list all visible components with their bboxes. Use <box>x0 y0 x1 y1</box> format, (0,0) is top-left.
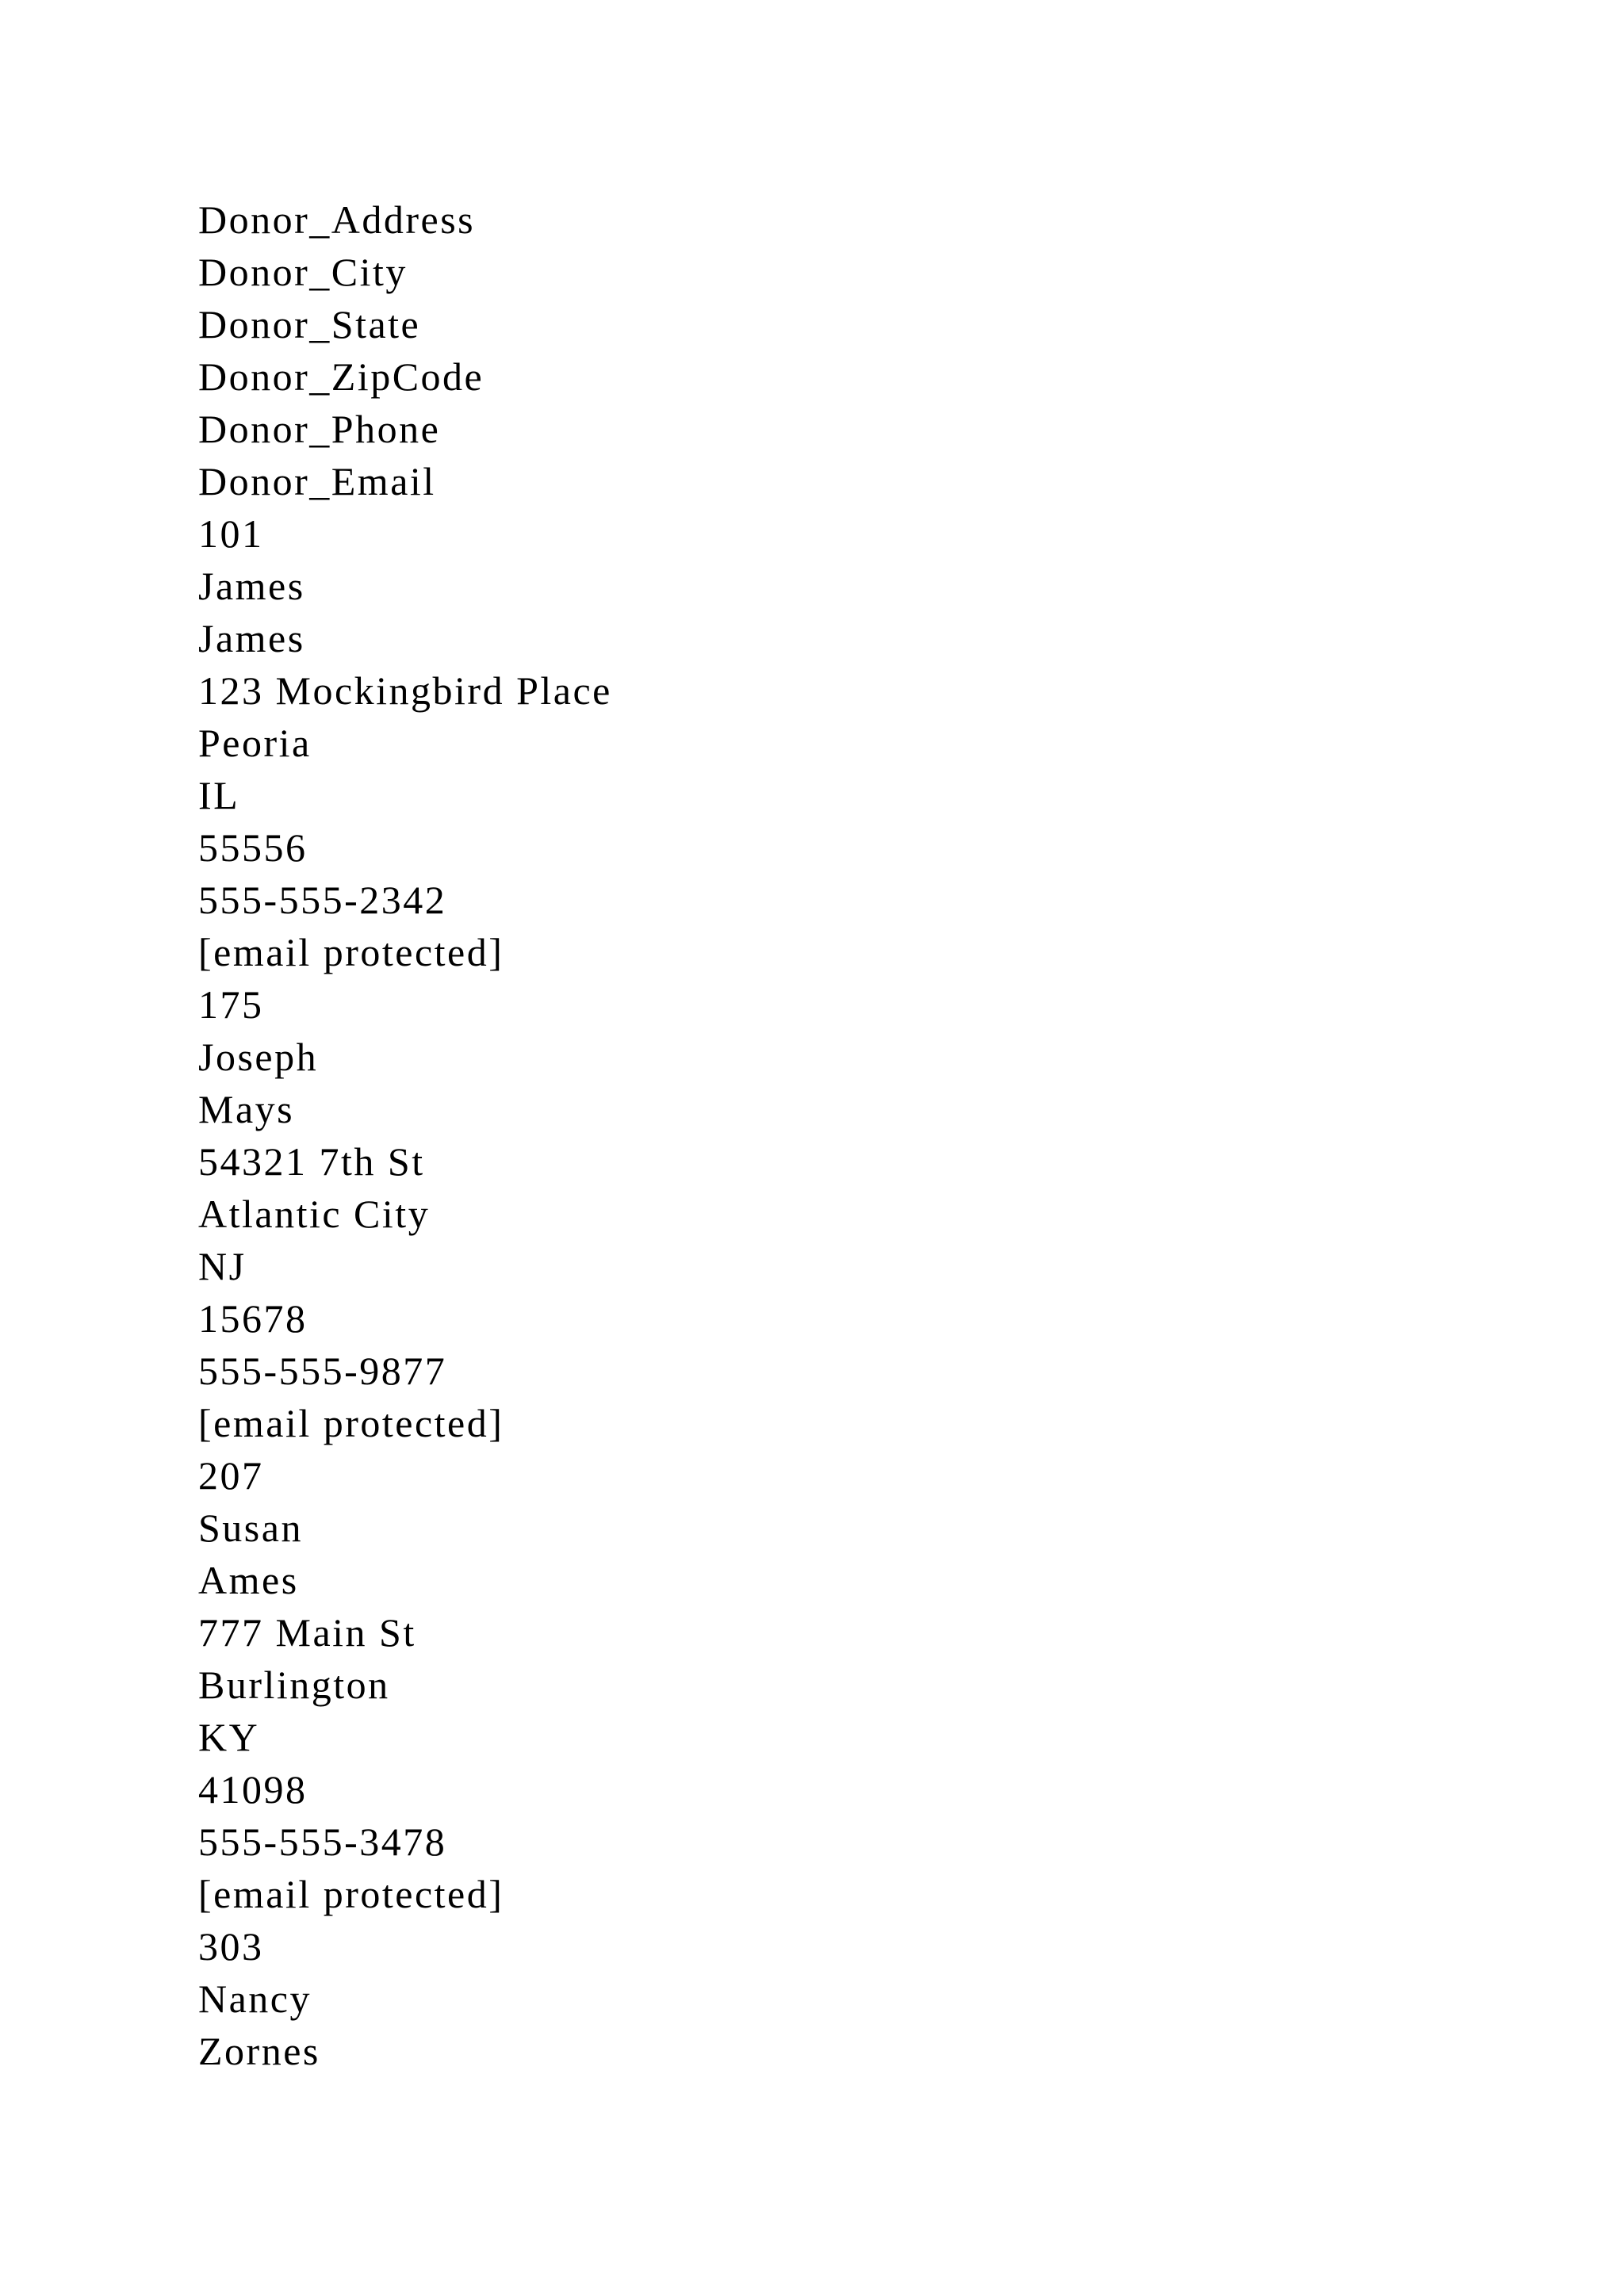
text-line: 777 Main St <box>198 1610 416 1655</box>
text-line: Donor_Address <box>198 197 476 242</box>
text-line: 303 <box>198 1924 264 1969</box>
text-line: [email protected] <box>198 1872 504 1916</box>
text-line: 15678 <box>198 1296 308 1341</box>
text-line: Nancy <box>198 1976 312 2021</box>
text-line: Peoria <box>198 721 312 765</box>
text-line: 555-555-9877 <box>198 1349 447 1393</box>
text-line: Burlington <box>198 1663 390 1707</box>
text-line: Joseph <box>198 1035 319 1079</box>
text-line: [email protected] <box>198 930 504 974</box>
text-column <box>198 193 612 2077</box>
text-line: 55556 <box>198 825 308 870</box>
text-line: Ames <box>198 1558 299 1602</box>
text-line: Donor_ZipCode <box>198 354 485 399</box>
text-line: James <box>198 616 305 660</box>
text-line: 555-555-2342 <box>198 878 447 922</box>
text-line: 54321 7th St <box>198 1139 425 1184</box>
text-line: James <box>198 564 305 608</box>
text-line: [email protected] <box>198 1401 504 1445</box>
text-line: Atlantic City <box>198 1192 431 1236</box>
text-line: IL <box>198 773 240 817</box>
text-line: 101 <box>198 511 264 556</box>
text-line: NJ <box>198 1244 247 1288</box>
text-line: Donor_City <box>198 250 408 294</box>
text-line: 207 <box>198 1453 264 1498</box>
text-line: 41098 <box>198 1767 308 1812</box>
text-line: 123 Mockingbird Place <box>198 668 612 713</box>
text-line: KY <box>198 1715 260 1759</box>
text-line: Donor_State <box>198 302 421 346</box>
text-line: 175 <box>198 982 264 1027</box>
text-line: Donor_Email <box>198 459 436 503</box>
text-line: Susan <box>198 1506 303 1550</box>
text-line: Donor_Phone <box>198 407 441 451</box>
text-line: Zornes <box>198 2029 320 2073</box>
text-line: Mays <box>198 1087 295 1131</box>
text-line: 555-555-3478 <box>198 1820 447 1864</box>
